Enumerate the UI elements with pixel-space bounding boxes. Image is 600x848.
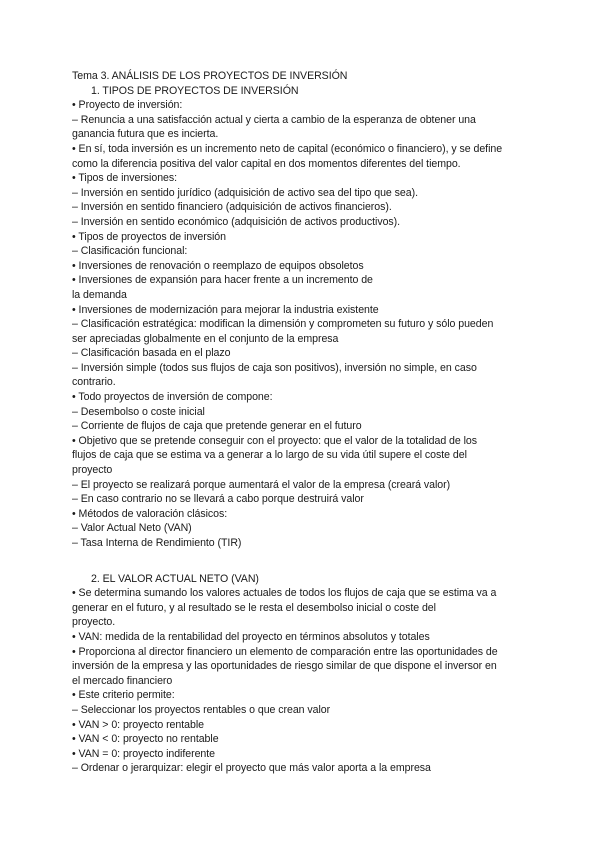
text-line: • VAN = 0: proyecto indiferente: [72, 747, 215, 760]
section-tipos-body: [72, 98, 532, 550]
section-heading-tipos: 1. TIPOS DE PROYECTOS DE INVERSIÓN: [91, 84, 299, 97]
text-line: • Se determina sumando los valores actuales de todos los flujos de caja que se estima va a: [72, 587, 497, 600]
text-line: – Inversión en sentido financiero (adquisición de activos financieros).: [72, 201, 392, 214]
text-line: • Métodos de valoración clásicos:: [72, 507, 228, 520]
document-body: [72, 69, 532, 776]
text-line: • VAN < 0: proyecto no rentable: [72, 733, 219, 746]
text-line: • Inversiones de renovación o reemplazo de equipos obsoletos: [72, 259, 364, 272]
section-van-body: [72, 586, 532, 776]
text-line: proyecto: [72, 464, 113, 477]
text-line: • Inversiones de expansión para hacer frente a un incremento de: [72, 274, 373, 287]
text-line: como la diferencia positiva del valor capital en dos momentos diferentes del tiempo.: [72, 157, 461, 170]
text-line: – Corriente de flujos de caja que pretende generar en el futuro: [72, 420, 362, 433]
text-line: – Ordenar o jerarquizar: elegir el proyecto que más valor aporta a la empresa: [72, 762, 431, 775]
text-line: • Este criterio permite:: [72, 689, 175, 702]
document-title: Tema 3. ANÁLISIS DE LOS PROYECTOS DE INVERSIÓN: [72, 70, 348, 82]
text-line: contrario.: [72, 376, 116, 389]
text-line: – Inversión en sentido jurídico (adquisición de activo sea del tipo que sea).: [72, 186, 418, 199]
text-line: – Inversión en sentido económico (adquisición de activos productivos).: [72, 215, 401, 228]
text-line: – Renuncia a una satisfacción actual y cierta a cambio de la esperanza de obtener una: [72, 113, 476, 126]
text-line: • VAN: medida de la rentabilidad del proyecto en términos absolutos y totales: [72, 630, 430, 643]
text-line: • Proyecto de inversión:: [72, 99, 183, 112]
text-line: • Proporciona al director financiero un elemento de comparación entre las oportunidades de: [72, 645, 498, 658]
text-line: – Inversión simple (todos sus flujos de caja son positivos), inversión no simple, en caso: [72, 361, 477, 374]
text-line: ganancia futura que es incierta.: [72, 128, 219, 141]
text-line: – Clasificación basada en el plazo: [72, 347, 231, 360]
text-line: • Tipos de inversiones:: [72, 172, 178, 185]
text-line: – Valor Actual Neto (VAN): [72, 522, 192, 535]
text-line: inversión de la empresa y las oportunidades de riesgo similar de que dispone el inversor en: [72, 660, 497, 673]
text-line: – Tasa Interna de Rendimiento (TIR): [72, 537, 242, 549]
text-line: el mercado financiero: [72, 674, 173, 687]
text-line: • Objetivo que se pretende conseguir con el proyecto: que el valor de la totalidad de los: [72, 434, 478, 447]
text-line: – Desembolso o coste inicial: [72, 405, 205, 418]
text-line: – Clasificación estratégica: modifican la dimensión y comprometen su futuro y sólo pueden: [72, 318, 494, 331]
text-line: • VAN > 0: proyecto rentable: [72, 718, 204, 731]
text-line: generar en el futuro, y al resultado se le resta el desembolso inicial o coste del: [72, 601, 436, 614]
section-heading-van: 2. EL VALOR ACTUAL NETO (VAN): [91, 572, 259, 585]
text-line: proyecto.: [72, 616, 116, 629]
text-line: • Todo proyectos de inversión de compone:: [72, 391, 273, 404]
text-line: flujos de caja que se estima va a generar a lo largo de su vida útil supere el coste del: [72, 449, 467, 462]
text-line: – Seleccionar los proyectos rentables o que crean valor: [72, 703, 331, 716]
text-line: – Clasificación funcional:: [72, 245, 188, 258]
text-line: • Tipos de proyectos de inversión: [72, 230, 226, 243]
text-line: ser apreciadas globalmente en el conjunto de la empresa: [72, 332, 339, 345]
text-line: • En sí, toda inversión es un incremento neto de capital (económico o financiero), y se define: [72, 142, 503, 155]
text-line: – En caso contrario no se llevará a cabo porque destruirá valor: [72, 493, 364, 506]
text-line: la demanda: [72, 288, 127, 301]
text-line: • Inversiones de modernización para mejorar la industria existente: [72, 303, 379, 316]
text-line: – El proyecto se realizará porque aumentará el valor de la empresa (creará valor): [72, 478, 451, 491]
section-spacer: [72, 551, 532, 572]
